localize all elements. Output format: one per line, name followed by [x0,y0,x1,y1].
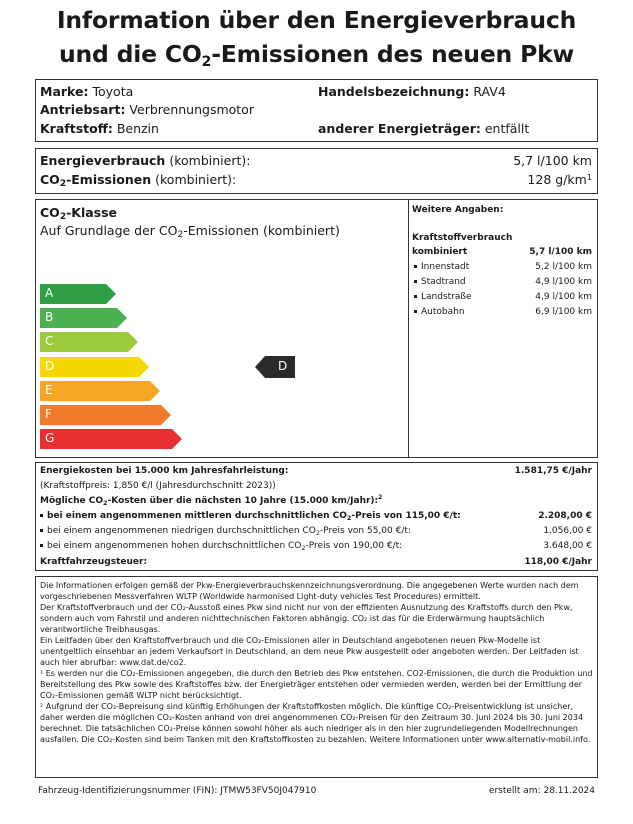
co2-subscript: 2 [346,514,352,522]
footnote-paragraph: Der Kraftstoffverbrauch und der CO₂-Ausstoß eines Pkw sind nicht nur von der effizienten Ausnutzung des Kraftstoffs durch den Pkw, sondern auch vom Fahrstil und anderen nichttechnischen Faktoren abhängig. CO₂ ist das für die Erderwärmung hauptsächlich verantwortliche Treibhausgas. [40,603,573,634]
erstellt-am: erstellt am: 28.11.2024 [488,786,595,796]
footnote-1: ¹ Es werden nur die CO₂-Emissionen angegeben, die durch den Betrieb des Pkw entstehen. CO2-Emissionen, die durch die Produktion und Bereitstellung des Pkw sowie des Kraftstoffes bzw. der Energieträger entstehen oder vermieden werden, werden bei der Ermittlung der CO₂-Emissionen gemäß WLTP nicht berücksichtigt. [40,669,593,700]
co2-klasse-heading: $CO_2$-Klasse [40,205,118,222]
co2-cost-row-value: 2.208,00 € [538,511,592,521]
co2-cost-row-label: bei einem angenommenen hohen durchschnittlichen $CO_2$-Preis von 190,00 €/t: [40,541,402,551]
consumption-item-value: 6,9 l/100 km [535,307,592,317]
co2-emissionen-value: 128 $g/km^1$ [527,172,592,187]
co2-class-indicator [255,356,295,382]
antriebsart-row: Antriebsart: Verbrennungsmotor [40,102,254,117]
anderer-energietraeger-row: anderer Energieträger: entfällt [318,121,530,136]
consumption-item-label: Autobahn [414,307,465,317]
bullet-icon [40,514,43,517]
co2-class-letter: D [45,358,55,373]
co2-class-bar-f [40,405,172,425]
bullet-icon [40,529,43,532]
bullet-icon [40,544,43,547]
co2-class-bar-g [40,429,183,449]
marke-row: Marke: Toyota [40,84,134,99]
co2-kosten-heading: Mögliche $CO_2$-Kosten über die nächsten 10 Jahre (15.000 km/Jahr):$^2$ [40,495,383,507]
consumption-item-value: 5,2 l/100 km [535,262,592,272]
co2-subscript: 2 [301,544,306,552]
co2-class-bar-c [40,332,139,352]
kombiniert-label: kombiniert [412,247,468,257]
energiekosten-label: Energiekosten bei 15.000 km Jahresfahrleistung: [40,466,289,476]
co2-class-letter: C [45,334,54,349]
co2-cost-row-value: 1.056,00 € [543,526,592,536]
consumption-item-label: Innenstadt [414,262,469,272]
energieverbrauch-value: 5,7 l/100 km [513,153,592,168]
bullet-icon [414,310,417,313]
title-line-1: Information über den Energieverbrauch [56,6,577,34]
co2-class-divider [408,199,409,458]
co2-class-letter: A [45,286,54,300]
kombiniert-value: 5,7 l/100 km [529,247,592,257]
footnote-paragraph: Ein Leitfaden über den Kraftstoffverbrauch und die CO₂-Emissionen aller in Deutschland angebotenen neuen Pkw-Modelle ist unentgeltlich einsehbar an jedem Verkaufsort in Deutschland, an dem neue Pkw ausgestellt oder angeboten werden. Der Leitfaden ist auch hier abrufbar: www.dat.de/co2. [40,636,579,667]
co2-klasse-subheading: Auf Grundlage der $CO_2$-Emissionen (kombiniert) [40,223,340,240]
handelsbezeichnung-row: Handelsbezeichnung: RAV4 [318,84,506,99]
co2-class-bar-d [40,357,150,377]
consumption-item-label: Stadtrand [414,277,466,287]
kraftfahrzeugsteuer-label: Kraftfahrzeugsteuer: [40,557,148,567]
consumption-item-label: Landstraße [414,292,472,302]
footnotes-text [40,580,595,745]
kraftfahrzeugsteuer-value: 118,00 €/Jahr [524,557,592,567]
co2-class-bar-e [40,381,161,401]
fin-label: Fahrzeug-Identifizierungsnummer (FIN): JTMW53FV50J047910 [38,786,317,796]
title-line-2: und die $CO_2$-Emissionen des neuen Pkw [58,40,575,70]
consumption-item-value: 4,9 l/100 km [535,292,592,302]
co2-cost-row-label: bei einem angenommenen niedrigen durchschnittlichen $CO_2$-Preis von 55,00 €/t: [40,526,411,536]
footnote-2: ² Aufgrund der CO₂-Bepreisung sind künftig Erhöhungen der Kraftstoffkosten möglich. Die künftige CO₂-Preisentwicklung ist unsicher, daher werden die möglichen CO₂-Kosten anhand von drei angenommenen CO₂-Preisen für den Zeitraum 30. Juni 2024 bis 30. Juni 2034 berechnet. Die tatsächlichen CO₂-Preise können sowohl höher als auch niedriger als in den hier zugrundeliegenden Modellrechnungen ausfallen. Die CO₂-Kosten sind beim Tanken mit den Kraftstoffkosten zu bezahlen. Weitere Informationen unter www.alternativ-mobil.info. [40,702,591,744]
kraftstoffpreis-note: (Kraftstoffpreis: 1,850 €/l (Jahresdurchschnitt 2023)) [40,481,276,491]
co2-cost-row-label: bei einem angenommenen mittleren durchschnittlichen $CO_2$-Preis von 115,00 €/t: [40,511,461,521]
co2-class-indicator-label: D [278,358,288,373]
co2-subscript: 2 [315,529,320,537]
kraftstoff-row: Kraftstoff: Benzin [40,121,159,136]
co2-class-letter: F [45,407,52,421]
co2-class-bar-b [40,308,128,328]
consumption-item-value: 4,9 l/100 km [535,277,592,287]
weitere-angaben-heading: Weitere Angaben: [412,205,504,215]
bullet-icon [414,295,417,298]
co2-class-letter: E [45,382,53,397]
energiekosten-value: 1.581,75 €/Jahr [514,466,592,476]
co2-class-letter: G [45,431,55,446]
co2-emissionen-label: $CO_2$-Emissionen (kombiniert): [40,172,237,189]
co2-class-letter: B [45,310,54,325]
bullet-icon [414,265,417,268]
bullet-icon [414,280,417,283]
kraftstoffverbrauch-heading: Kraftstoffverbrauch [412,233,513,243]
footnote-paragraph: Die Informationen erfolgen gemäß der Pkw-Energieverbrauchskennzeichnungsverordnung. Die angegebenen Werte wurden nach dem vorgeschriebenen Messverfahren WLTP (Worldwide harmonised Light-duty vehicles Test Procedures) ermittelt. [40,581,579,601]
co2-cost-row-value: 3.648,00 € [543,541,592,551]
energieverbrauch-label: Energieverbrauch (kombiniert): [40,153,251,168]
co2-class-bar-a [40,284,117,304]
